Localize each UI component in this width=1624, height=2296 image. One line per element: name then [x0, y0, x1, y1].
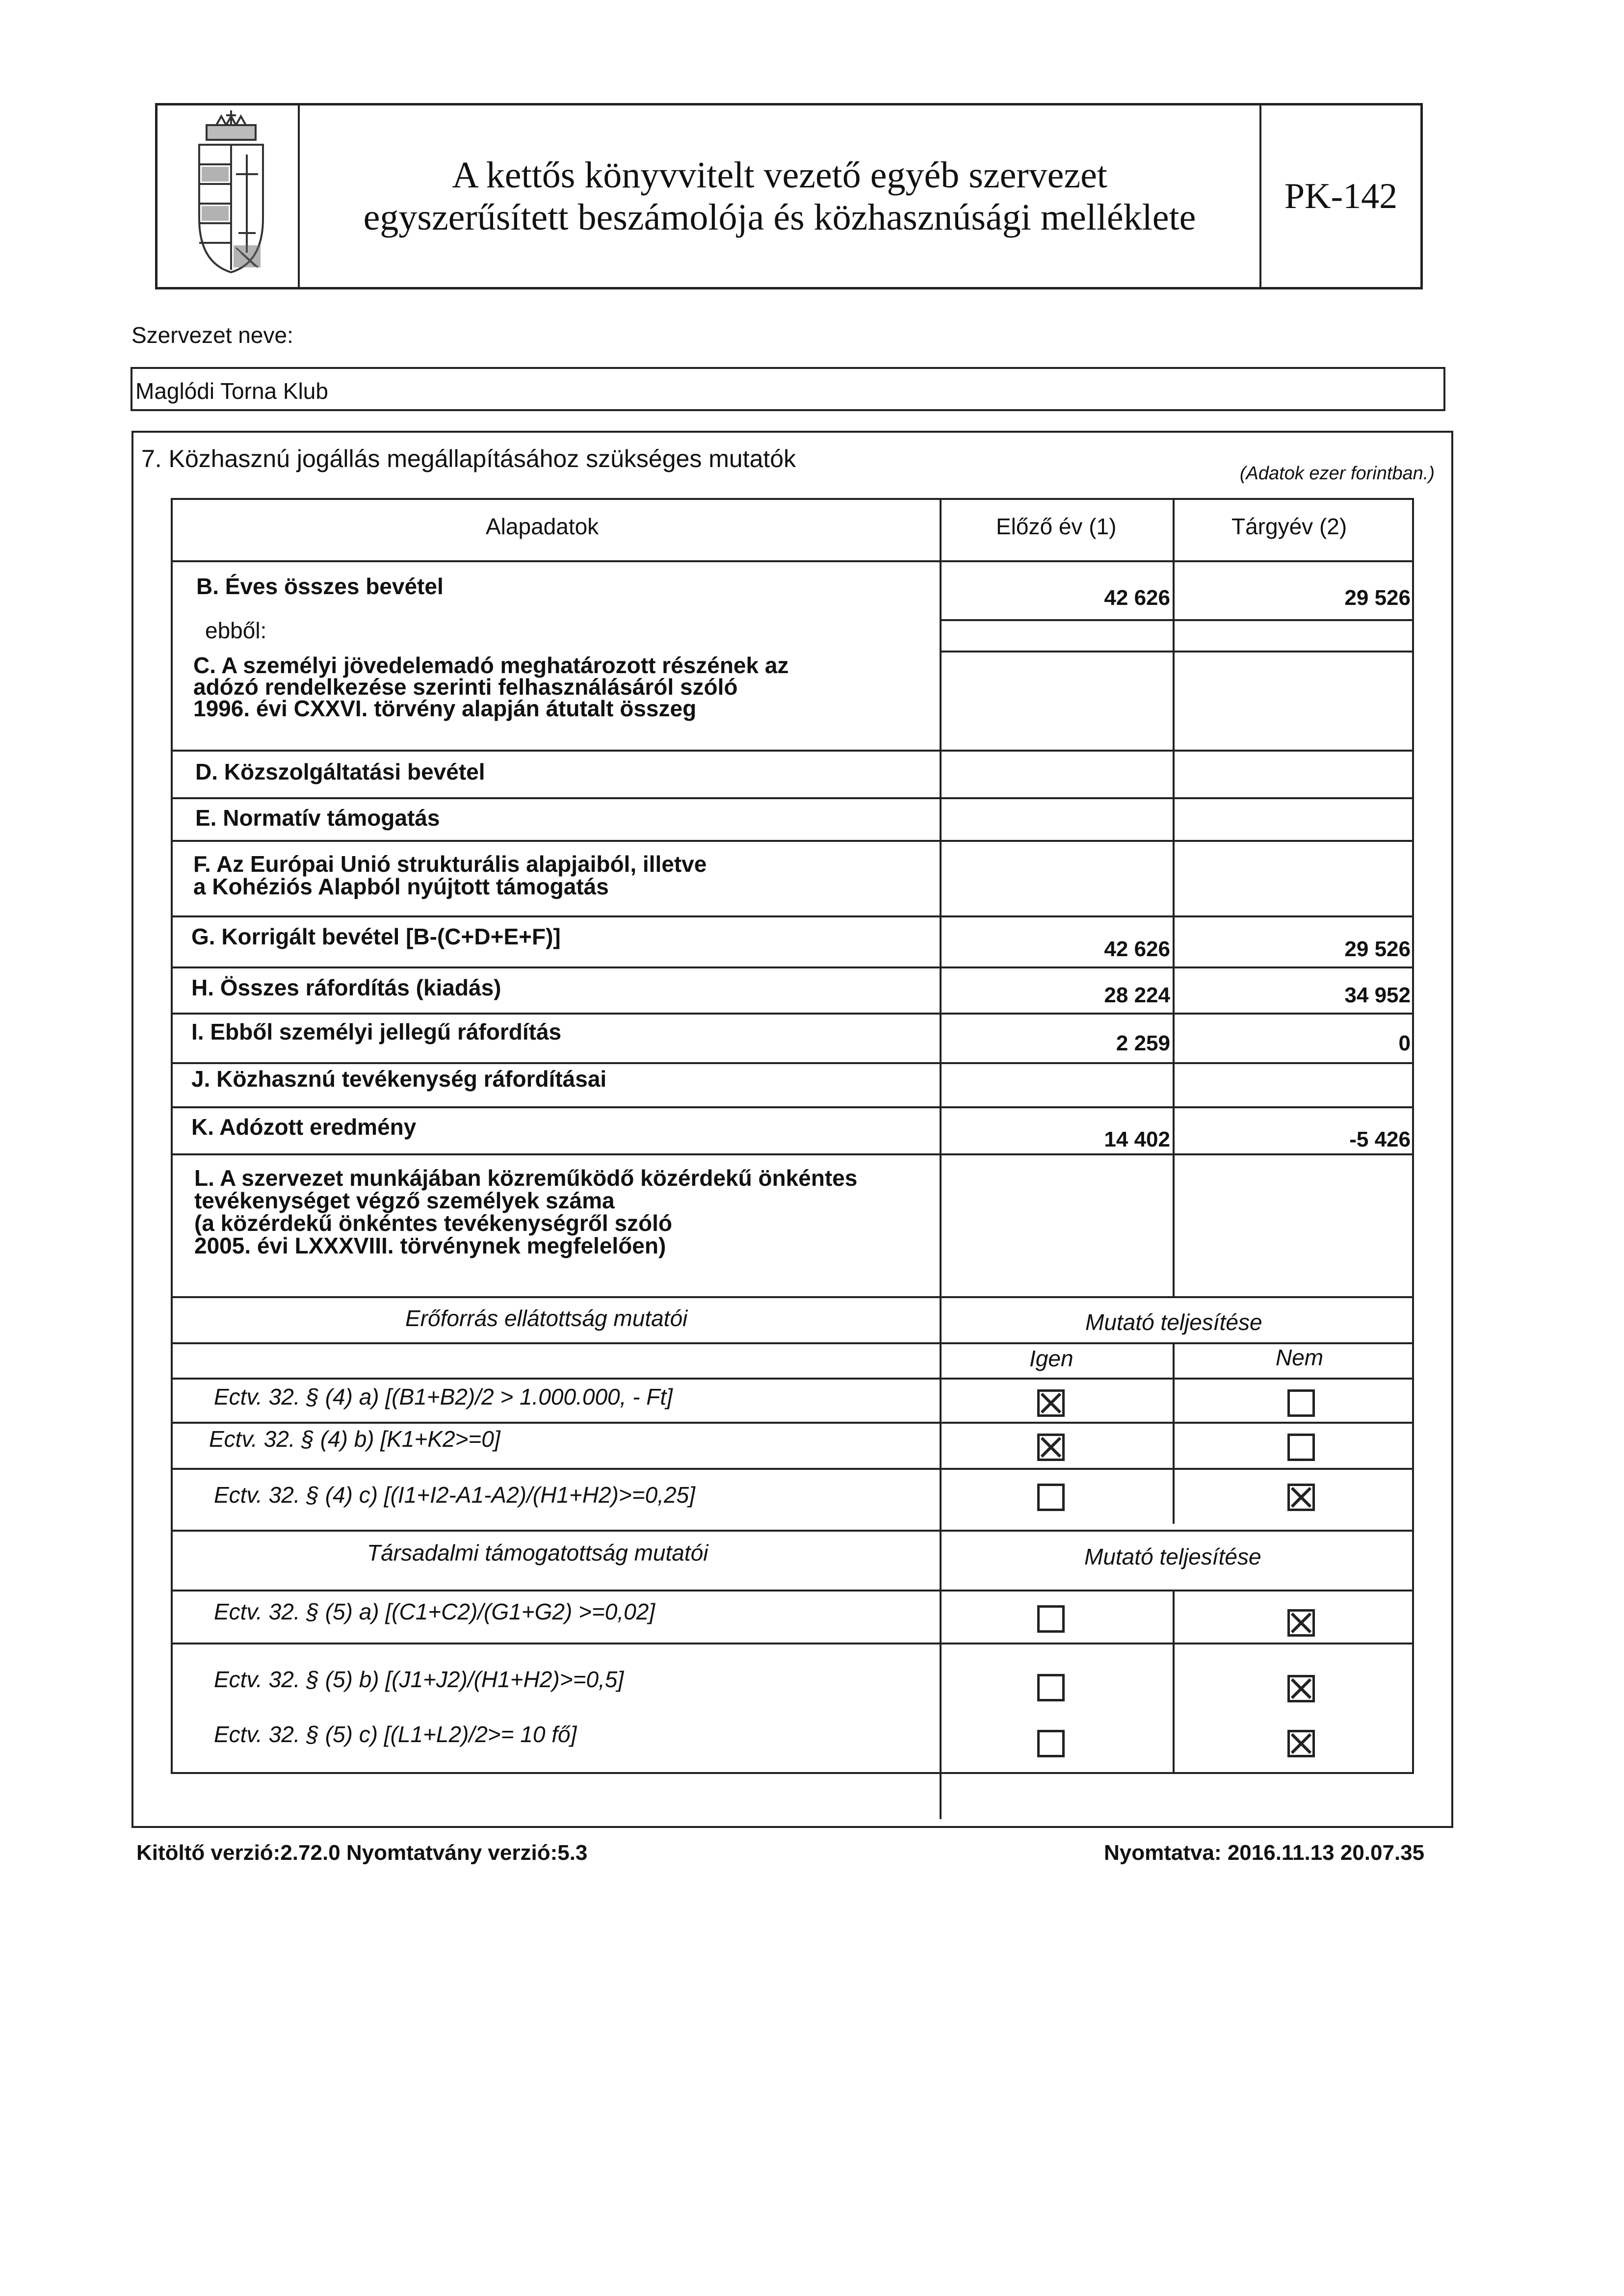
- grid-line: [171, 966, 1414, 968]
- row-e-label: E. Normatív támogatás: [195, 805, 440, 831]
- footer-printed: Nyomtatva: 2016.11.13 20.07.35: [1104, 1841, 1425, 1865]
- row-l-line4: 2005. évi LXXXVIII. törvénynek megfelelően): [194, 1233, 666, 1258]
- row-f-line1: F. Az Európai Unió strukturális alapjaiból, illetve: [193, 851, 707, 877]
- organization-name-field[interactable]: Maglódi Torna Klub: [131, 367, 1445, 411]
- social-fulfillment-heading: Mutató teljesítése: [1084, 1544, 1261, 1569]
- checkmark-x-icon: [1290, 1677, 1312, 1700]
- grid-line: [171, 498, 1414, 500]
- row-i-label: I. Ebből személyi jellegű ráfordítás: [191, 1019, 562, 1044]
- row-i-curr: 0: [1398, 1031, 1411, 1055]
- resource-item-no-checkbox[interactable]: [1287, 1484, 1315, 1511]
- grid-line: [171, 1013, 1414, 1015]
- resource-no-header: Nem: [1276, 1345, 1324, 1370]
- grid-line: [171, 1530, 1414, 1532]
- row-b-curr: 29 526: [1344, 586, 1411, 610]
- organization-label: Szervezet neve:: [131, 322, 293, 348]
- form-title: [300, 105, 1261, 287]
- checkmark-x-icon: [1040, 1436, 1062, 1459]
- row-h-prev: 28 224: [1104, 983, 1170, 1007]
- row-l-line1: L. A szervezet munkájában közreműködő közérdekű önkéntes: [194, 1165, 858, 1191]
- grid-line: [1173, 498, 1175, 1296]
- row-b-prev: 42 626: [1104, 586, 1170, 610]
- grid-line: [171, 1378, 1414, 1380]
- grid-line: [1173, 1342, 1175, 1524]
- social-item-yes-checkbox[interactable]: [1037, 1605, 1065, 1633]
- unit-note: (Adatok ezer forintban.): [1239, 463, 1435, 484]
- row-f-line2: a Kohéziós Alapból nyújtott támogatás: [193, 874, 609, 899]
- row-c-line2: adózó rendelkezése szerinti felhasználásáról szóló: [193, 674, 738, 700]
- resource-item-yes-checkbox[interactable]: [1037, 1434, 1065, 1461]
- checkmark-x-icon: [1040, 1392, 1062, 1414]
- grid-line: [171, 1590, 1414, 1592]
- grid-line: [171, 797, 1414, 799]
- grid-line: [171, 1772, 1414, 1774]
- row-l-line2: tevékenységet végző személyek száma: [194, 1188, 615, 1213]
- row-h-label: H. Összes ráfordítás (kiadás): [191, 975, 501, 1000]
- social-item-label: Ectv. 32. § (5) a) [(C1+C2)/(G1+G2) >=0,02]: [214, 1599, 655, 1624]
- social-item-yes-checkbox[interactable]: [1037, 1730, 1065, 1757]
- grid-line: [171, 750, 1414, 752]
- form-code: PK-142: [1284, 176, 1398, 216]
- social-item-no-checkbox[interactable]: [1287, 1675, 1315, 1702]
- social-item-label: Ectv. 32. § (5) c) [(L1+L2)/2>= 10 fő]: [214, 1722, 577, 1747]
- grid-line: [940, 619, 1414, 621]
- grid-line: [171, 1342, 1414, 1344]
- grid-line: [171, 1106, 1414, 1108]
- hungarian-coat-of-arms-icon: [157, 105, 300, 287]
- social-heading: Társadalmi támogatottság mutatói: [367, 1540, 708, 1565]
- row-k-label: K. Adózott eredmény: [191, 1114, 417, 1140]
- checkmark-x-icon: [1290, 1612, 1312, 1634]
- resource-item-no-checkbox[interactable]: [1287, 1434, 1315, 1461]
- social-item-no-checkbox[interactable]: [1287, 1730, 1315, 1757]
- social-item-yes-checkbox[interactable]: [1037, 1674, 1065, 1701]
- row-h-curr: 34 952: [1344, 983, 1411, 1007]
- row-c-line3: 1996. évi CXXVI. törvény alapján átutalt összeg: [193, 696, 697, 721]
- row-ebbol-label: ebből:: [205, 618, 267, 643]
- row-d-label: D. Közszolgáltatási bevétel: [195, 759, 485, 784]
- grid-line: [171, 915, 1414, 917]
- row-k-prev: 14 402: [1104, 1127, 1170, 1151]
- resource-item-label: Ectv. 32. § (4) b) [K1+K2>=0]: [209, 1426, 500, 1452]
- column-header-base: Alapadatok: [486, 514, 599, 539]
- resource-heading: Erőforrás ellátottság mutatói: [405, 1305, 688, 1331]
- emblem-cell: [157, 105, 300, 287]
- resource-item-label: Ectv. 32. § (4) a) [(B1+B2)/2 > 1.000.000, - Ft]: [214, 1384, 673, 1409]
- checkmark-x-icon: [1290, 1732, 1312, 1755]
- grid-line: [940, 651, 1414, 652]
- social-item-no-checkbox[interactable]: [1287, 1609, 1315, 1637]
- row-l-line3: (a közérdekű önkéntes tevékenységről szóló: [194, 1210, 673, 1236]
- grid-line: [171, 1153, 1414, 1155]
- row-b-label: B. Éves összes bevétel: [196, 574, 444, 599]
- resource-item-label: Ectv. 32. § (4) c) [(I1+I2-A1-A2)/(H1+H2)>=0,25]: [214, 1482, 695, 1508]
- grid-line: [171, 1296, 1414, 1298]
- grid-line: [171, 498, 173, 1772]
- row-g-prev: 42 626: [1104, 937, 1170, 961]
- form-header: [155, 103, 1423, 289]
- checkmark-x-icon: [1290, 1486, 1312, 1509]
- grid-line: [171, 1422, 1414, 1424]
- grid-line: [1173, 1590, 1175, 1772]
- resource-item-yes-checkbox[interactable]: [1037, 1389, 1065, 1417]
- row-i-prev: 2 259: [1116, 1031, 1170, 1055]
- resource-item-no-checkbox[interactable]: [1287, 1389, 1315, 1417]
- grid-line: [171, 1468, 1414, 1470]
- section-title: 7. Közhasznú jogállás megállapításához szükséges mutatók: [141, 445, 796, 472]
- row-j-label: J. Közhasznú tevékenység ráfordításai: [191, 1066, 607, 1092]
- social-item-label: Ectv. 32. § (5) b) [(J1+J2)/(H1+H2)>=0,5]: [214, 1667, 624, 1692]
- resource-fulfillment-heading: Mutató teljesítése: [1085, 1309, 1262, 1335]
- grid-line: [940, 1296, 942, 1819]
- row-g-label: G. Korrigált bevétel [B-(C+D+E+F)]: [191, 924, 561, 949]
- column-header-curr: Tárgyév (2): [1231, 514, 1347, 539]
- row-k-curr: -5 426: [1349, 1127, 1411, 1151]
- footer-version: Kitöltő verzió:2.72.0 Nyomtatvány verzió:5.3: [136, 1841, 588, 1865]
- row-c-line1: C. A személyi jövedelemadó meghatározott részének az: [193, 652, 789, 678]
- grid-line: [171, 840, 1414, 842]
- grid-line: [171, 1062, 1414, 1064]
- grid-line: [1412, 498, 1414, 1772]
- resource-yes-header: Igen: [1029, 1346, 1074, 1371]
- grid-line: [171, 560, 1414, 562]
- title-line-2: egyszerűsített beszámolója és közhasznúsági melléklete: [363, 197, 1196, 238]
- grid-line: [171, 1643, 1414, 1644]
- resource-item-yes-checkbox[interactable]: [1037, 1484, 1065, 1511]
- column-header-prev: Előző év (1): [996, 514, 1117, 539]
- row-g-curr: 29 526: [1344, 937, 1411, 961]
- grid-line: [940, 498, 942, 1296]
- title-line-1: A kettős könyvvitelt vezető egyéb szervezet: [452, 155, 1107, 196]
